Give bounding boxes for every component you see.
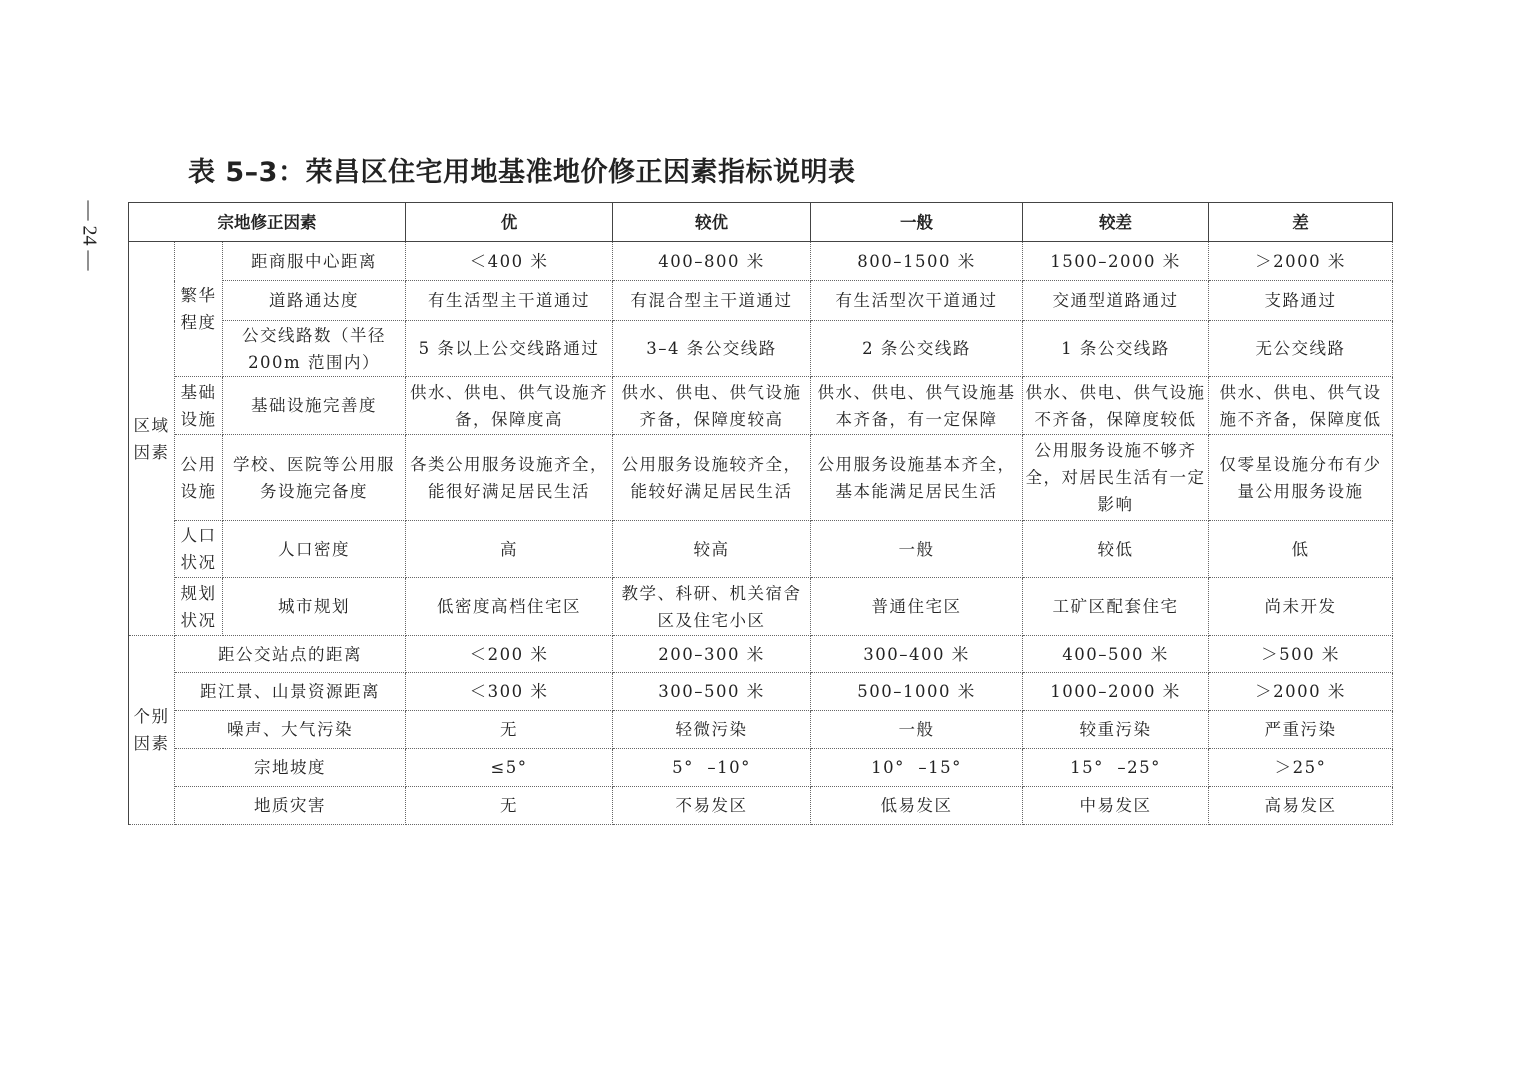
table-cell: 较低 — [1023, 521, 1209, 578]
table-cell: 2 条公交线路 — [811, 321, 1023, 377]
row-label: 地质灾害 — [175, 787, 406, 825]
table-cell: 1000–2000 米 — [1023, 673, 1209, 711]
table-cell: 轻微污染 — [613, 711, 811, 749]
table-row — [129, 578, 1393, 636]
table-row — [129, 521, 1393, 578]
table-cell: 低密度高档住宅区 — [406, 578, 613, 636]
table-cell: 工矿区配套住宅 — [1023, 578, 1209, 636]
table-cell: 公用服务设施较齐全， 能较好满足居民生活 — [613, 435, 811, 521]
page-number: — 24 — — [78, 200, 101, 270]
table-cell: 支路通过 — [1209, 281, 1393, 321]
table-cell: 供水、供电、供气设施 齐备，保障度较高 — [613, 377, 811, 435]
table-title: 表 5–3：荣昌区住宅用地基准地价修正因素指标说明表 — [188, 157, 856, 188]
row-label: 距江景、山景资源距离 — [175, 673, 406, 711]
table-row — [129, 673, 1393, 711]
table-cell: 5 条以上公交线路通过 — [406, 321, 613, 377]
table-cell: 300–400 米 — [811, 636, 1023, 673]
table-cell: 各类公用服务设施齐全， 能很好满足居民生活 — [406, 435, 613, 521]
row-label: 城市规划 — [223, 578, 406, 636]
table-cell: 10° –15° — [811, 749, 1023, 787]
row-label: 噪声、大气污染 — [175, 711, 406, 749]
table-cell: ＞2000 米 — [1209, 242, 1393, 281]
table-row — [129, 787, 1393, 825]
table-header-row — [129, 203, 1393, 242]
table-cell: 1 条公交线路 — [1023, 321, 1209, 377]
header-grade: 较差 — [1023, 203, 1209, 242]
table-cell: 有生活型次干道通过 — [811, 281, 1023, 321]
table-row — [129, 435, 1393, 521]
table-cell: 较高 — [613, 521, 811, 578]
table-row — [129, 321, 1393, 377]
table-cell: ＜300 米 — [406, 673, 613, 711]
table-cell: 教学、科研、机关宿舍 区及住宅小区 — [613, 578, 811, 636]
table-cell: 高易发区 — [1209, 787, 1393, 825]
row-label: 道路通达度 — [223, 281, 406, 321]
table-cell: 400–500 米 — [1023, 636, 1209, 673]
table-cell: 低易发区 — [811, 787, 1023, 825]
table-cell: 供水、供电、供气设施 不齐备，保障度较低 — [1023, 377, 1209, 435]
table-cell: 不易发区 — [613, 787, 811, 825]
table-row — [129, 636, 1393, 673]
header-factor: 宗地修正因素 — [129, 203, 406, 242]
subgroup-planning: 规划 状况 — [175, 578, 223, 636]
table-cell: 5° –10° — [613, 749, 811, 787]
row-label: 学校、医院等公用服 务设施完备度 — [223, 435, 406, 521]
header-grade: 较优 — [613, 203, 811, 242]
table-cell: 有生活型主干道通过 — [406, 281, 613, 321]
table-cell: 中易发区 — [1023, 787, 1209, 825]
table-cell: 供水、供电、供气设 施不齐备，保障度低 — [1209, 377, 1393, 435]
table-cell: ＜400 米 — [406, 242, 613, 281]
table-cell: ＞25° — [1209, 749, 1393, 787]
table-row — [129, 281, 1393, 321]
subgroup-public-facilities: 公用 设施 — [175, 435, 223, 521]
table-cell: 无 — [406, 711, 613, 749]
row-label: 宗地坡度 — [175, 749, 406, 787]
table-cell: 较重污染 — [1023, 711, 1209, 749]
table-cell: 尚未开发 — [1209, 578, 1393, 636]
group-individual-factors: 个别 因素 — [129, 636, 175, 825]
table-cell: 有混合型主干道通过 — [613, 281, 811, 321]
subgroup-prosperity: 繁华 程度 — [175, 242, 223, 377]
table-cell: 公用服务设施不够齐 全，对居民生活有一定 影响 — [1023, 435, 1209, 521]
row-label: 人口密度 — [223, 521, 406, 578]
table-cell: 交通型道路通过 — [1023, 281, 1209, 321]
table-cell: 仅零星设施分布有少 量公用服务设施 — [1209, 435, 1393, 521]
header-grade: 优 — [406, 203, 613, 242]
table-cell: 普通住宅区 — [811, 578, 1023, 636]
table-body — [129, 242, 1393, 825]
header-grade: 差 — [1209, 203, 1393, 242]
row-label: 距商服中心距离 — [223, 242, 406, 281]
table-row — [129, 711, 1393, 749]
table-cell: ＜200 米 — [406, 636, 613, 673]
correction-factor-table — [128, 202, 1393, 825]
table-cell: 3–4 条公交线路 — [613, 321, 811, 377]
table-cell: 公用服务设施基本齐全， 基本能满足居民生活 — [811, 435, 1023, 521]
table-cell: 高 — [406, 521, 613, 578]
table-cell: 300–500 米 — [613, 673, 811, 711]
table-cell: 无公交线路 — [1209, 321, 1393, 377]
table-cell: 无 — [406, 787, 613, 825]
table-cell: 200–300 米 — [613, 636, 811, 673]
table-cell: 15° –25° — [1023, 749, 1209, 787]
table-cell: ≤5° — [406, 749, 613, 787]
table-cell: 供水、供电、供气设施齐 备，保障度高 — [406, 377, 613, 435]
table-cell: 一般 — [811, 711, 1023, 749]
row-label: 距公交站点的距离 — [175, 636, 406, 673]
table-row — [129, 749, 1393, 787]
group-regional-factors: 区域 因素 — [129, 242, 175, 636]
header-grade: 一般 — [811, 203, 1023, 242]
table-cell: ＞500 米 — [1209, 636, 1393, 673]
table-row — [129, 377, 1393, 435]
table-cell: 1500–2000 米 — [1023, 242, 1209, 281]
table-cell: 400–800 米 — [613, 242, 811, 281]
subgroup-population: 人口 状况 — [175, 521, 223, 578]
table-row — [129, 242, 1393, 281]
table-cell: 低 — [1209, 521, 1393, 578]
subgroup-infrastructure: 基础 设施 — [175, 377, 223, 435]
table-cell: ＞2000 米 — [1209, 673, 1393, 711]
table-cell: 一般 — [811, 521, 1023, 578]
table-cell: 500–1000 米 — [811, 673, 1023, 711]
table-cell: 供水、供电、供气设施基 本齐备，有一定保障 — [811, 377, 1023, 435]
row-label: 基础设施完善度 — [223, 377, 406, 435]
table-cell: 800–1500 米 — [811, 242, 1023, 281]
table-cell: 严重污染 — [1209, 711, 1393, 749]
row-label: 公交线路数（半径 200m 范围内） — [223, 321, 406, 377]
